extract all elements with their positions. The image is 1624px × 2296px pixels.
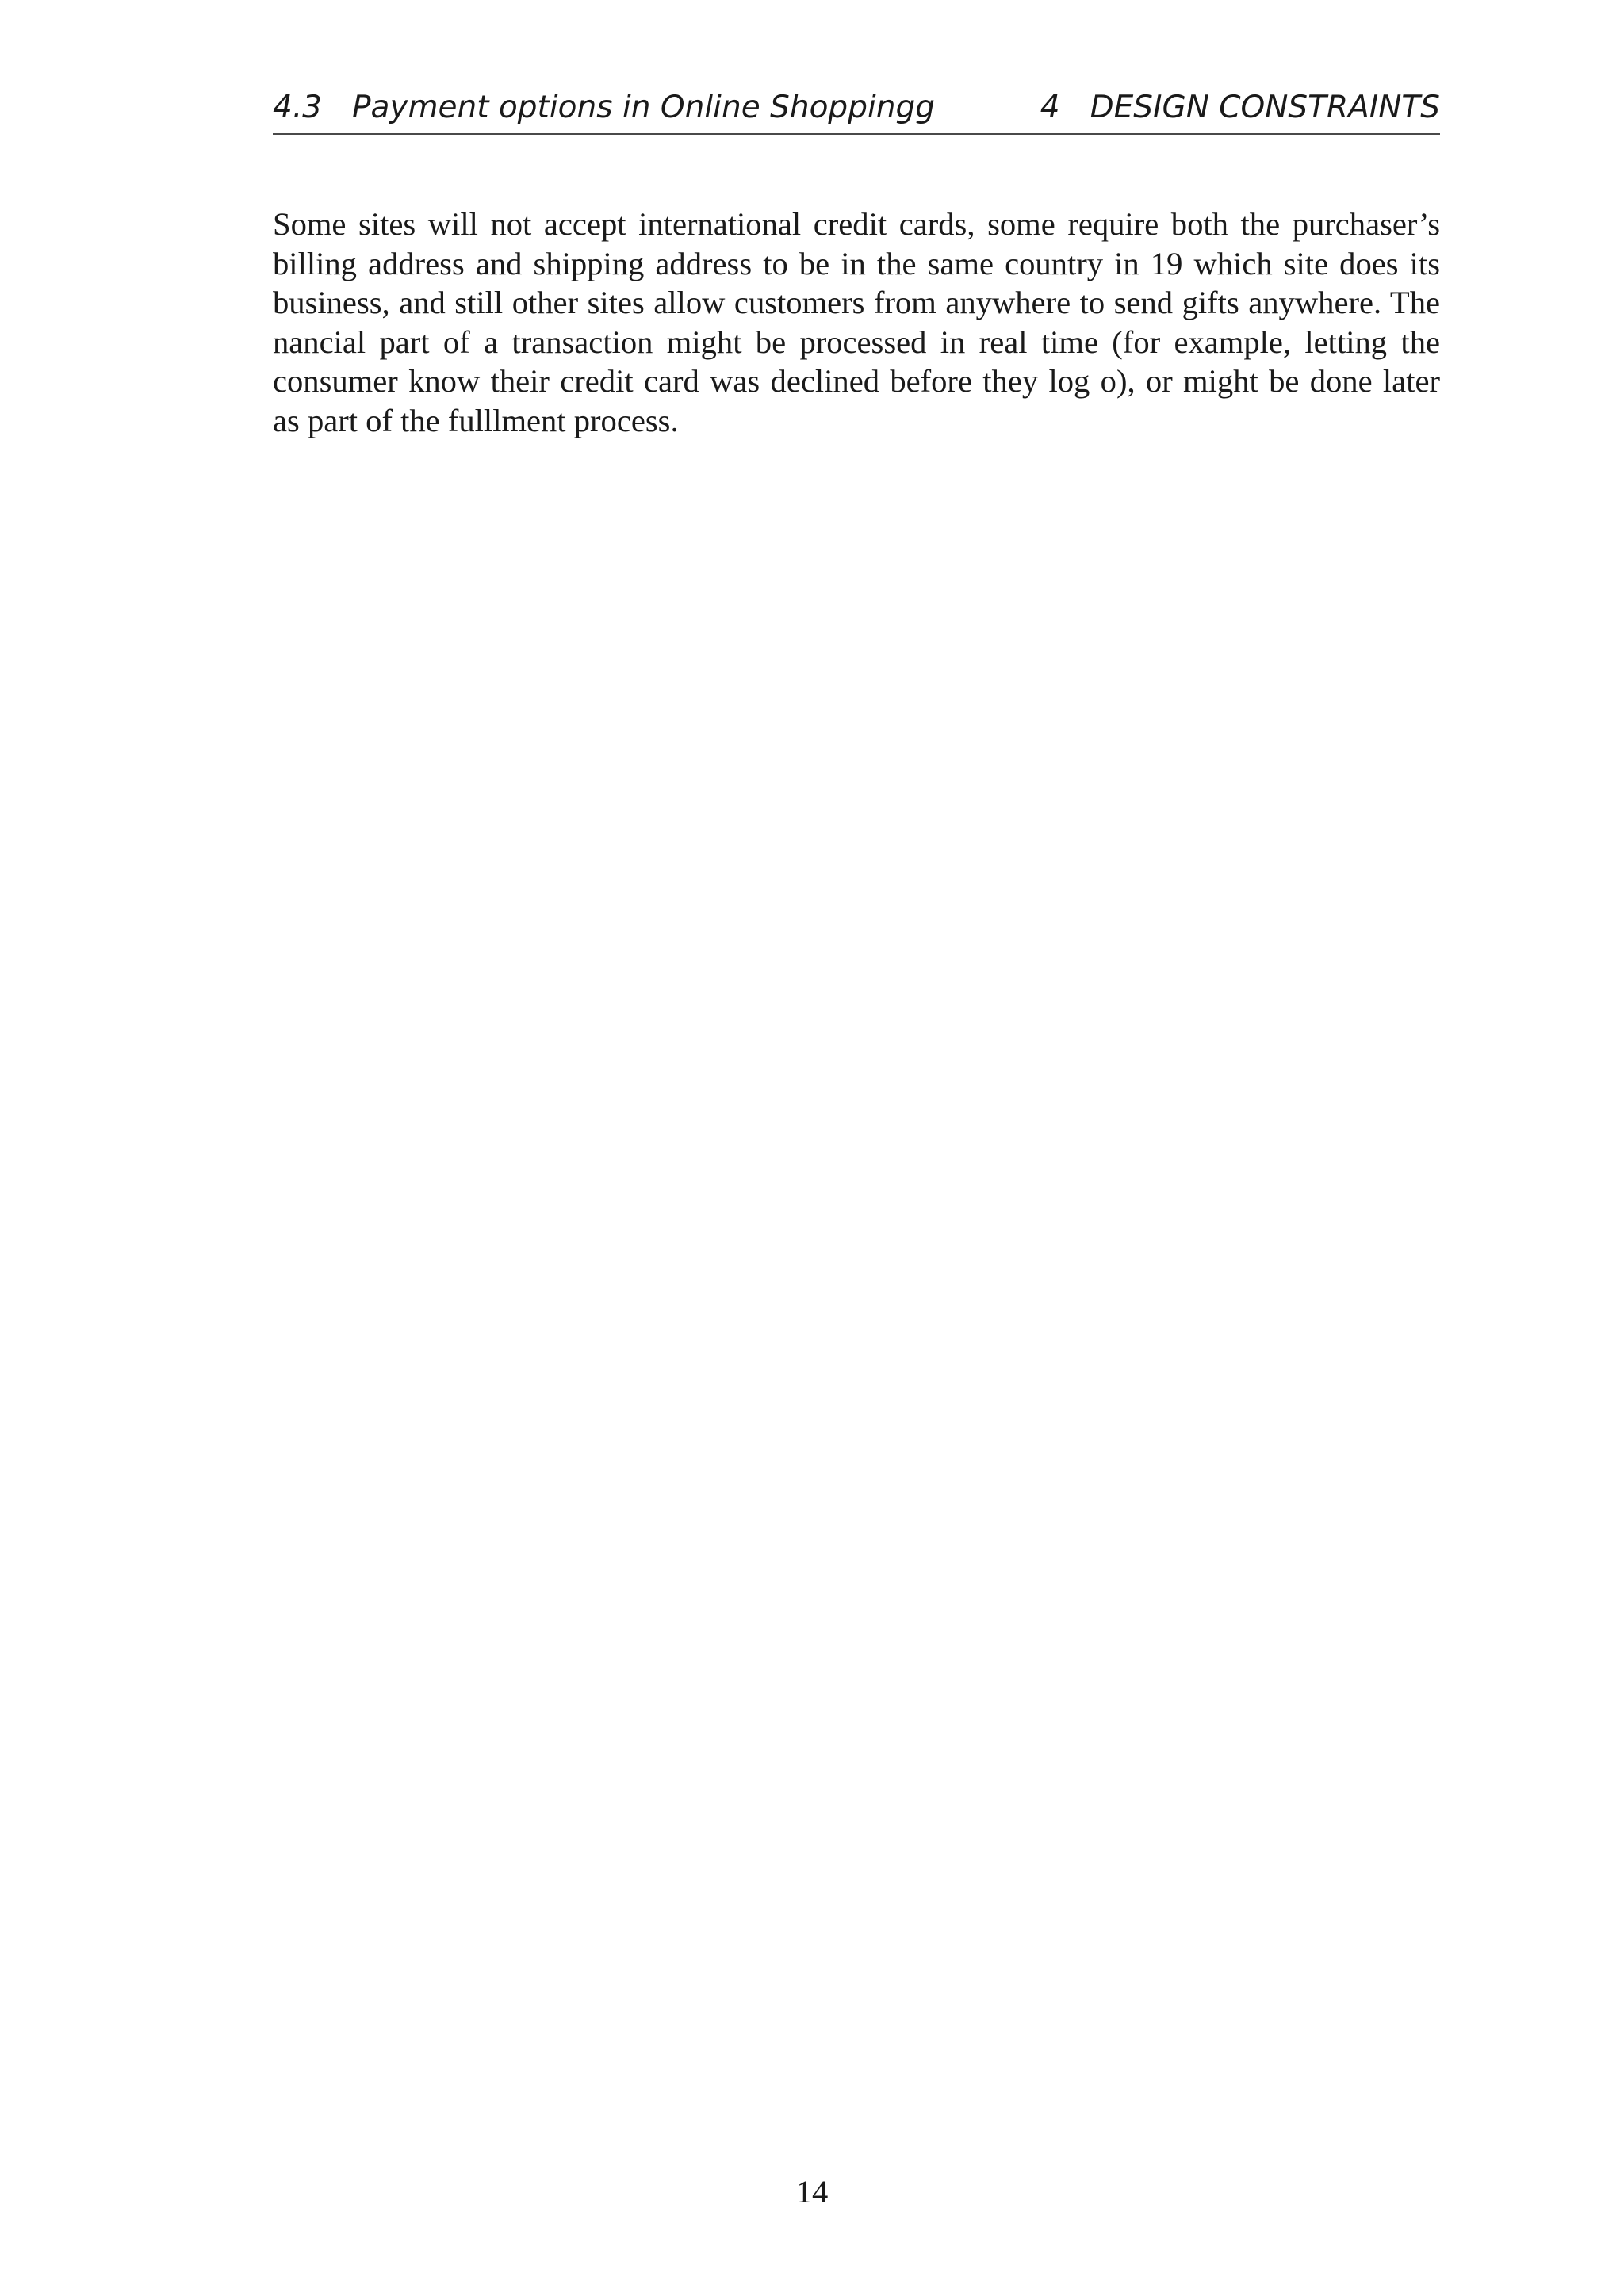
paragraph-line: billing address and shipping address to be in the same country in 19 which site does its — [273, 245, 1440, 281]
running-header — [273, 82, 1440, 135]
header-chapter — [1040, 82, 1440, 133]
body-paragraph — [273, 205, 1440, 440]
header-section-number: 4.3 — [273, 90, 323, 125]
paragraph-line: Some sites will not accept international credit cards, some require both the purchaser’s — [273, 206, 1440, 242]
paragraph-line: consumer know their credit card was declined before they log o), or might be done later — [273, 363, 1440, 399]
paragraph-line: nancial part of a transaction might be processed in real time (for example, letting the — [273, 323, 1440, 360]
paragraph-line: as part of the fulllment process. — [273, 402, 679, 438]
header-chapter-number: 4 — [1040, 90, 1060, 125]
header-section — [273, 82, 935, 133]
paragraph-line: business, and still other sites allow customers from anywhere to send gifts anywhere. The — [273, 285, 1440, 320]
page-number: 14 — [795, 2174, 829, 2210]
header-section-title: Payment options in Online Shoppingg — [352, 90, 936, 125]
header-chapter-title: DESIGN CONSTRAINTS — [1090, 90, 1440, 125]
